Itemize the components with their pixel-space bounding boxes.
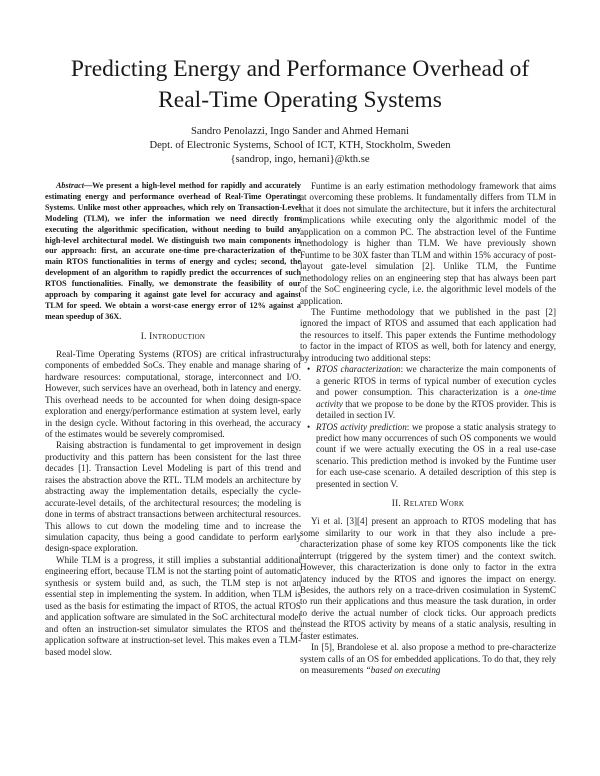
list-item <box>300 364 556 421</box>
bullet-term: RTOS activity prediction <box>316 421 407 432</box>
bullet-emphasis: one-time activity <box>316 387 556 409</box>
author-names: Sandro Penolazzi, Ingo Sander and Ahmed Hemani <box>191 126 409 137</box>
related-paragraph-2 <box>300 642 556 676</box>
list-item <box>300 422 556 491</box>
bullet-term: RTOS characterization <box>316 364 401 375</box>
section-heading-introduction: I. Introduction <box>140 331 206 342</box>
related-paragraph-2-quote: “based on executing <box>365 665 441 676</box>
contribution-list <box>300 364 556 490</box>
author-emails: {sandrop, ingo, hemani}@kth.se <box>230 154 370 165</box>
paper-title <box>40 54 560 116</box>
bullet-text: that we propose to be done by the RTOS provider. This is detailed in section IV. <box>316 398 556 421</box>
abstract-text: —We present a high-level method for rapidly and accurately estimating energy and performance overhead of Real-Time Operating Systems. Unlike most other approaches, which rely on Transaction-Level Modeling (TLM), we infer the information we need directly from executing the algorithmic specification, without needing to build any high-level architectural model. We distinguish two main components in our approach: first, an accurate one-time pre-characterization of the main RTOS functionalities in terms of energy and cycles; second, the development of an algorithm to rapidly predict the occurrences of such RTOS functionalities. Finally, we demonstrate the feasibility of our approach by comparing it against gate level for accuracy and against TLM for speed. We obtain a worst-case energy error of 12% against a mean speedup of 36X. <box>45 181 301 321</box>
intro-paragraph-5: The Funtime methodology that we published in the past [2] ignored the impact of RTOS and assumed that each application had the resources to itself. This paper extends the Funtime methodology to factor in the impact of RTOS as well, both for latency and energy, by introducing two additional steps: <box>300 306 556 363</box>
related-paragraph-2-text: In [5], Brandolese et al. also propose a method to pre-characterize system calls of an OS for embedded applications. To do that, they rely on measurements <box>300 642 556 676</box>
title-line-1: Predicting Energy and Performance Overhead of <box>70 56 530 82</box>
abstract <box>45 181 301 323</box>
related-paragraph-1: Yi et al. [3][4] present an approach to RTOS modeling that has some similarity to our work in that they also include a pre-characterization phase of some key RTOS components like the tick interrupt (triggered by the system timer) and the context switch. However, this characterization is done only to factor in the extra latency induced by the RTOS and ignores the impact on energy. Besides, the authors rely on a trace-driven cosimulation in SystemC to run their applications and thus measure the task duration, in order to derive the actual number of clock ticks. Our approach predicts instead the RTOS activity by means of a static analysis, resulting in faster estimates. <box>300 516 556 641</box>
intro-paragraph-1: Real-Time Operating Systems (RTOS) are critical infrastructural components of embedded SoCs. They enable and manage sharing of hardware resources: computational, storage, interconnect and I/O. However, such services have an overhead, both in latency and energy. This overhead needs to be accounted for when doing design-space exploration and energy/performance estimation at system level, early in the design cycle. Without factoring in this overhead, the accuracy of the estimates would be severely compromised. <box>45 348 301 439</box>
title-line-2: Real-Time Operating Systems <box>158 87 442 113</box>
author-block <box>60 125 540 167</box>
right-column <box>300 181 556 677</box>
bullet-text: : we characterize the main components of a generic RTOS in terms of typical number of execution cycles and power consumption. This characterization is a <box>316 364 557 398</box>
bullet-text: : we propose a static analysis strategy to predict how many occurrences of such OS components we would count if we were actually executing the OS in a real use-case scenario. This prediction method is invoked by the Funtime user for each use-case scenario. A detailed description of this step is presented in section V. <box>316 421 556 489</box>
abstract-label: Abstract <box>56 181 84 190</box>
intro-paragraph-3: While TLM is a progress, it still implies a substantial additional engineering effort, because TLM is not the starting point of automatic synthesis or system build and, as such, the TLM step is not an essential step in implementing the system. In addition, when TLM is used as the basis for estimating the impact of RTOS, the actual RTOS and application software are simulated in the SoC architectural model and often an instruction-set simulator simulates the RTOS and the application software at instruction-set level. This makes even a TLM-based model slow. <box>45 554 301 657</box>
section-heading-related-work: II. Related Work <box>391 499 465 510</box>
author-affiliation: Dept. of Electronic Systems, School of ICT, KTH, Stockholm, Sweden <box>149 140 451 151</box>
intro-paragraph-4: Funtime is an early estimation methodology framework that aims at overcoming these problems. It fundamentally differs from TLM in that it does not simulate the architecture, but it infers the architectural implications while executing only the algorithmic model of the application on a common PC. The abstraction level of the Funtime methodology is higher than TLM. We have previously shown Funtime to be 30X faster than TLM and within 15% accuracy of post-layout gate-level simulation [2]. Unlike TLM, the Funtime methodology relies on an engineering step that has always been part of the SoC engineering cycle, i.e. the algorithmic level models of the application. <box>300 181 556 306</box>
intro-paragraph-2: Raising abstraction is fundamental to get improvement in design productivity and this pattern has been consistent for the last three decades [1]. Transaction Level Modeling is part of this trend and raises the abstraction above the RTL. TLM models an architecture by abstracting away the implementation details, especially the cycle-accurate-level details, of the architectural resources; the modeling is done in terms of abstract transactions between architectural resources. This allows to cut down the modeling time and to increase the simulation capacity, thus being a good candidate to perform early design-space exploration. <box>45 440 301 554</box>
left-column <box>45 181 301 658</box>
